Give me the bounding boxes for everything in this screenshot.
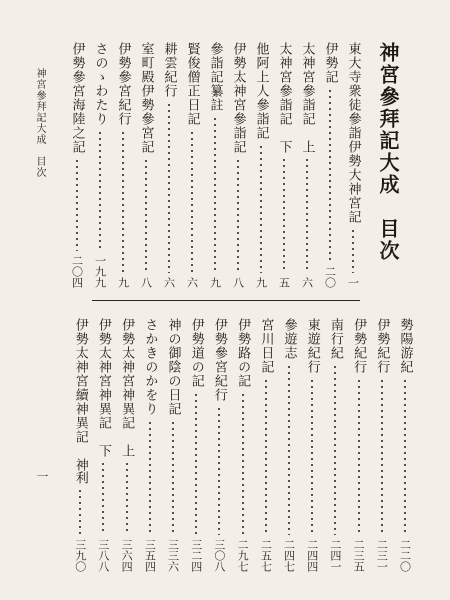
- toc-entry-page: 九: [116, 277, 130, 288]
- leader-dots: [145, 158, 147, 273]
- toc-entry: [346, 42, 360, 288]
- toc-entry-title: 伊勢紀行: [374, 318, 390, 374]
- running-head: 神宮參拜記大成 目次: [34, 68, 45, 178]
- toc-entry-title: 伊勢記: [322, 42, 338, 84]
- toc-entry-page: 三九〇: [73, 539, 87, 572]
- leader-dots: [381, 378, 383, 535]
- leader-dots: [126, 461, 128, 535]
- toc-entry: [323, 42, 337, 288]
- leader-dots: [404, 378, 406, 535]
- toc-entry: [277, 42, 291, 288]
- leader-dots: [172, 420, 174, 535]
- toc-entry-part: 上: [299, 140, 315, 153]
- toc-entry: [282, 318, 296, 572]
- toc-entry-page: 九: [208, 277, 222, 288]
- toc-entry: [212, 318, 226, 572]
- toc-entry-page: 二四七: [282, 539, 296, 572]
- toc-entry-page: 三二四: [189, 539, 203, 572]
- toc-entry: [93, 42, 107, 288]
- leader-dots: [168, 102, 170, 273]
- toc-entry: [352, 318, 366, 572]
- toc-entry-title: 參詣記纂註: [207, 42, 223, 112]
- toc-entry-title: 伊勢太神宮神異記: [95, 318, 111, 430]
- toc-entry-title: 東大寺衆徒參詣伊勢大神宮記: [345, 42, 361, 224]
- leader-dots: [288, 364, 290, 535]
- toc-entry: [143, 318, 157, 572]
- toc-entry-page: 六: [185, 277, 199, 288]
- toc-entry-page: 二九七: [236, 539, 250, 572]
- toc-title: 神宮參拜記大成 目次: [376, 42, 400, 262]
- toc-entry: [375, 318, 389, 572]
- leader-dots: [352, 228, 354, 273]
- toc-entry-title: 賢俊僧正日記: [184, 42, 200, 126]
- leader-dots: [329, 88, 331, 262]
- toc-entry-page: 三〇八: [212, 539, 226, 572]
- leader-dots: [242, 392, 244, 535]
- toc-entry-title: 宮川日記: [258, 318, 274, 374]
- toc-entry-page: 二五七: [259, 539, 273, 572]
- leader-dots: [122, 130, 124, 273]
- leader-dots: [195, 392, 197, 535]
- toc-entry-title: 伊勢太神宮神異記: [119, 318, 135, 430]
- toc-entry-title: 伊勢太神宮續神異記: [72, 318, 88, 444]
- toc-entry-title: 東遊紀行: [304, 318, 320, 374]
- toc-entry-title: さのゝわたり: [92, 42, 108, 126]
- leader-dots: [237, 158, 239, 273]
- toc-entry-page: 三三六: [166, 539, 180, 572]
- toc-entry-page: 二〇: [323, 266, 337, 288]
- toc-entry: [96, 318, 110, 572]
- toc-entry-title: 伊勢路の記: [235, 318, 251, 388]
- toc-entry: [116, 42, 130, 288]
- leader-dots: [218, 406, 220, 535]
- toc-entry: [300, 42, 314, 288]
- toc-entry: [185, 42, 199, 288]
- toc-entry-page: 二二〇: [398, 539, 412, 572]
- toc-entry: [236, 318, 250, 572]
- toc-entry-title: 太神宮參詣記: [276, 42, 292, 126]
- toc-entry: [120, 318, 134, 572]
- toc-entry-part: 下: [276, 140, 292, 153]
- toc-entry-title: 伊勢紀行: [351, 318, 367, 374]
- leader-dots: [76, 158, 78, 251]
- leader-dots: [79, 488, 81, 535]
- toc-entry: [259, 318, 273, 572]
- toc-entry-page: 三八八: [96, 539, 110, 572]
- toc-entry-page: 二〇四: [70, 255, 84, 288]
- toc-entry-title: 伊勢參宮海陸之記: [69, 42, 85, 154]
- toc-entry-title: 參遊志: [281, 318, 297, 360]
- toc-entry: [162, 42, 176, 288]
- toc-entry-part: 下: [95, 444, 111, 457]
- toc-entry-title: さかきのかをり: [142, 318, 158, 416]
- toc-entry-part: 上: [119, 444, 135, 457]
- toc-entry-title: 南行紀: [327, 318, 343, 360]
- toc-entry: [166, 318, 180, 572]
- leader-dots: [149, 420, 151, 535]
- toc-entry: [254, 42, 268, 288]
- leader-dots: [311, 378, 313, 535]
- toc-entry: [208, 42, 222, 288]
- toc-entry-page: 一: [346, 277, 360, 288]
- toc-entry-title: 伊勢參宮紀行: [211, 318, 227, 402]
- toc-entry-title: 伊勢太神宮參詣記: [230, 42, 246, 154]
- toc-entry-title: 室町殿伊勢參宮記: [138, 42, 154, 154]
- leader-dots: [191, 130, 193, 273]
- toc-entry-title: 伊勢參宮紀行: [115, 42, 131, 126]
- toc-entry-part: 神利: [72, 458, 88, 484]
- toc-entry-page: 八: [231, 277, 245, 288]
- toc-entry-page: 二四一: [328, 539, 342, 572]
- toc-entry: [139, 42, 153, 288]
- toc-entry: [305, 318, 319, 572]
- leader-dots: [283, 157, 285, 273]
- toc-entry: [328, 318, 342, 572]
- toc-entry-page: 二三五: [352, 539, 366, 572]
- leader-dots: [102, 461, 104, 535]
- toc-entry: [231, 42, 245, 288]
- toc-entry: [398, 318, 412, 572]
- leader-dots: [214, 116, 216, 273]
- folio-number: 一: [35, 470, 49, 482]
- leader-dots: [260, 144, 262, 273]
- toc-entry-page: 六: [162, 277, 176, 288]
- leader-dots: [334, 364, 336, 535]
- toc-entry-title: 伊勢道の記: [188, 318, 204, 388]
- leader-dots: [99, 130, 101, 251]
- toc-entry-title: 勢陽游紀: [397, 318, 413, 374]
- leader-dots: [306, 157, 308, 273]
- toc-entry: [189, 318, 203, 572]
- toc-entry-page: 八: [139, 277, 153, 288]
- toc-entry: [73, 318, 87, 572]
- toc-entry-title: 耕雲紀行: [161, 42, 177, 98]
- toc-entry-title: 神の御陰の日記: [165, 318, 181, 416]
- toc-entry-page: 二三一: [375, 539, 389, 572]
- toc-entry-title: 太神宮參詣記: [299, 42, 315, 126]
- leader-dots: [265, 378, 267, 535]
- toc-entry-page: 二四四: [305, 539, 319, 572]
- toc-entry-page: 一九九: [93, 255, 107, 288]
- toc-entry-page: 六: [300, 277, 314, 288]
- toc-entry: [70, 42, 84, 288]
- toc-entry-title: 他阿上人參詣記: [253, 42, 269, 140]
- toc-entry-page: 三五四: [143, 539, 157, 572]
- toc-entry-page: 三六四: [120, 539, 134, 572]
- toc-entry-page: 五: [277, 277, 291, 288]
- leader-dots: [358, 378, 360, 535]
- toc-entry-page: 九: [254, 277, 268, 288]
- section-divider: [92, 300, 360, 301]
